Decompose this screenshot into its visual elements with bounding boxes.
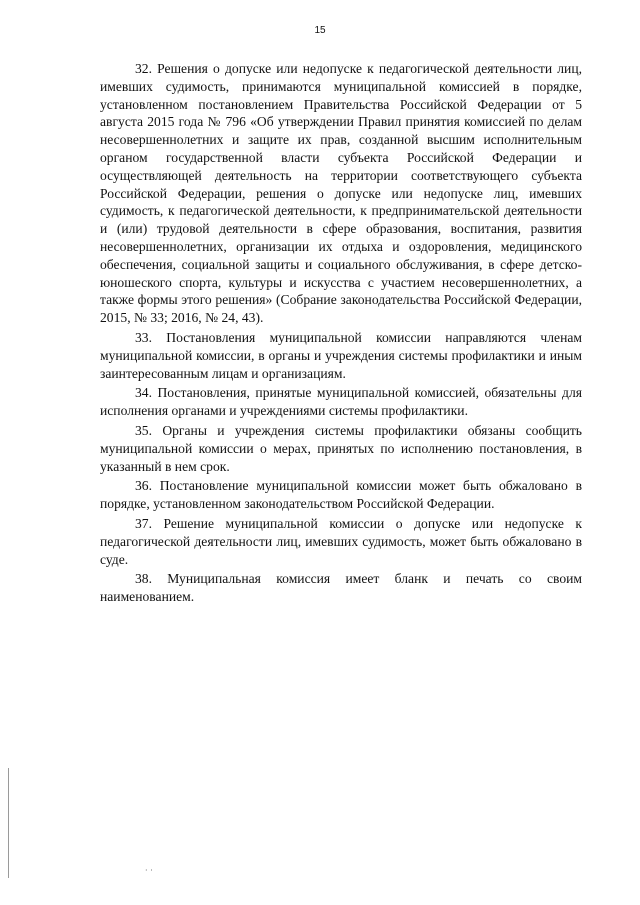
paragraph-36: 36. Постановление муниципальной комиссии может быть обжаловано в порядке, установленном законодательством Российской Федерации.: [100, 478, 582, 512]
paragraph-38: 38. Муниципальная комиссия имеет бланк и печать со своим наименованием.: [100, 571, 582, 605]
paragraph-34: 34. Постановления, принятые муниципальной комиссией, обязательны для исполнения органами и учреждениями системы профилактики.: [100, 385, 582, 419]
document-body: [100, 60, 582, 608]
paragraph-35: 35. Органы и учреждения системы профилактики обязаны сообщить муниципальной комиссии о мерах, принятых по исполнению постановления, в указанный в нем срок.: [100, 422, 582, 474]
paragraph-32: 32. Решения о допуске или недопуске к педагогической деятельности лиц, имевших судимость, принимаются муниципальной комиссией в порядке, установленном постановлением Правительства Российской Федерации от 5 августа 2015 года № 796 «Об утверждении Правил принятия комиссией по делам несовершеннолетних и защите их прав, созданной высшим исполнительным органом государственной власти субъекта Российской Федерации и осуществляющей деятельность на территории соответствующего субъекта Российской Федерации, решения о допуске или недопуске лиц, имевших судимость, к педагогической деятельности, к предпринимательской деятельности и (или) трудовой деятельности в сфере образования, воспитания, развития несовершеннолетних, организации их отдыха и оздоровления, медицинского обеспечения, социальной защиты и социального обслуживания, в сфере детско-юношеского спорта, культуры и искусства с участием несовершеннолетних, а также формы этого решения» (Собрание законодательства Российской Федерации, 2015, № 33; 2016, № 24, 43).: [100, 61, 582, 326]
paragraph-37: 37. Решение муниципальной комиссии о допуске или недопуске к педагогической деятельности лиц, имевших судимость, может быть обжаловано в суде.: [100, 515, 582, 567]
scan-speck: · ·: [145, 866, 153, 875]
paragraph-33: 33. Постановления муниципальной комиссии направляются членам муниципальной комиссии, в органы и учреждения системы профилактики и иным заинтересованным лицам и организациям.: [100, 329, 582, 381]
page-number: 15: [314, 25, 326, 36]
scan-margin-line: [8, 768, 9, 878]
